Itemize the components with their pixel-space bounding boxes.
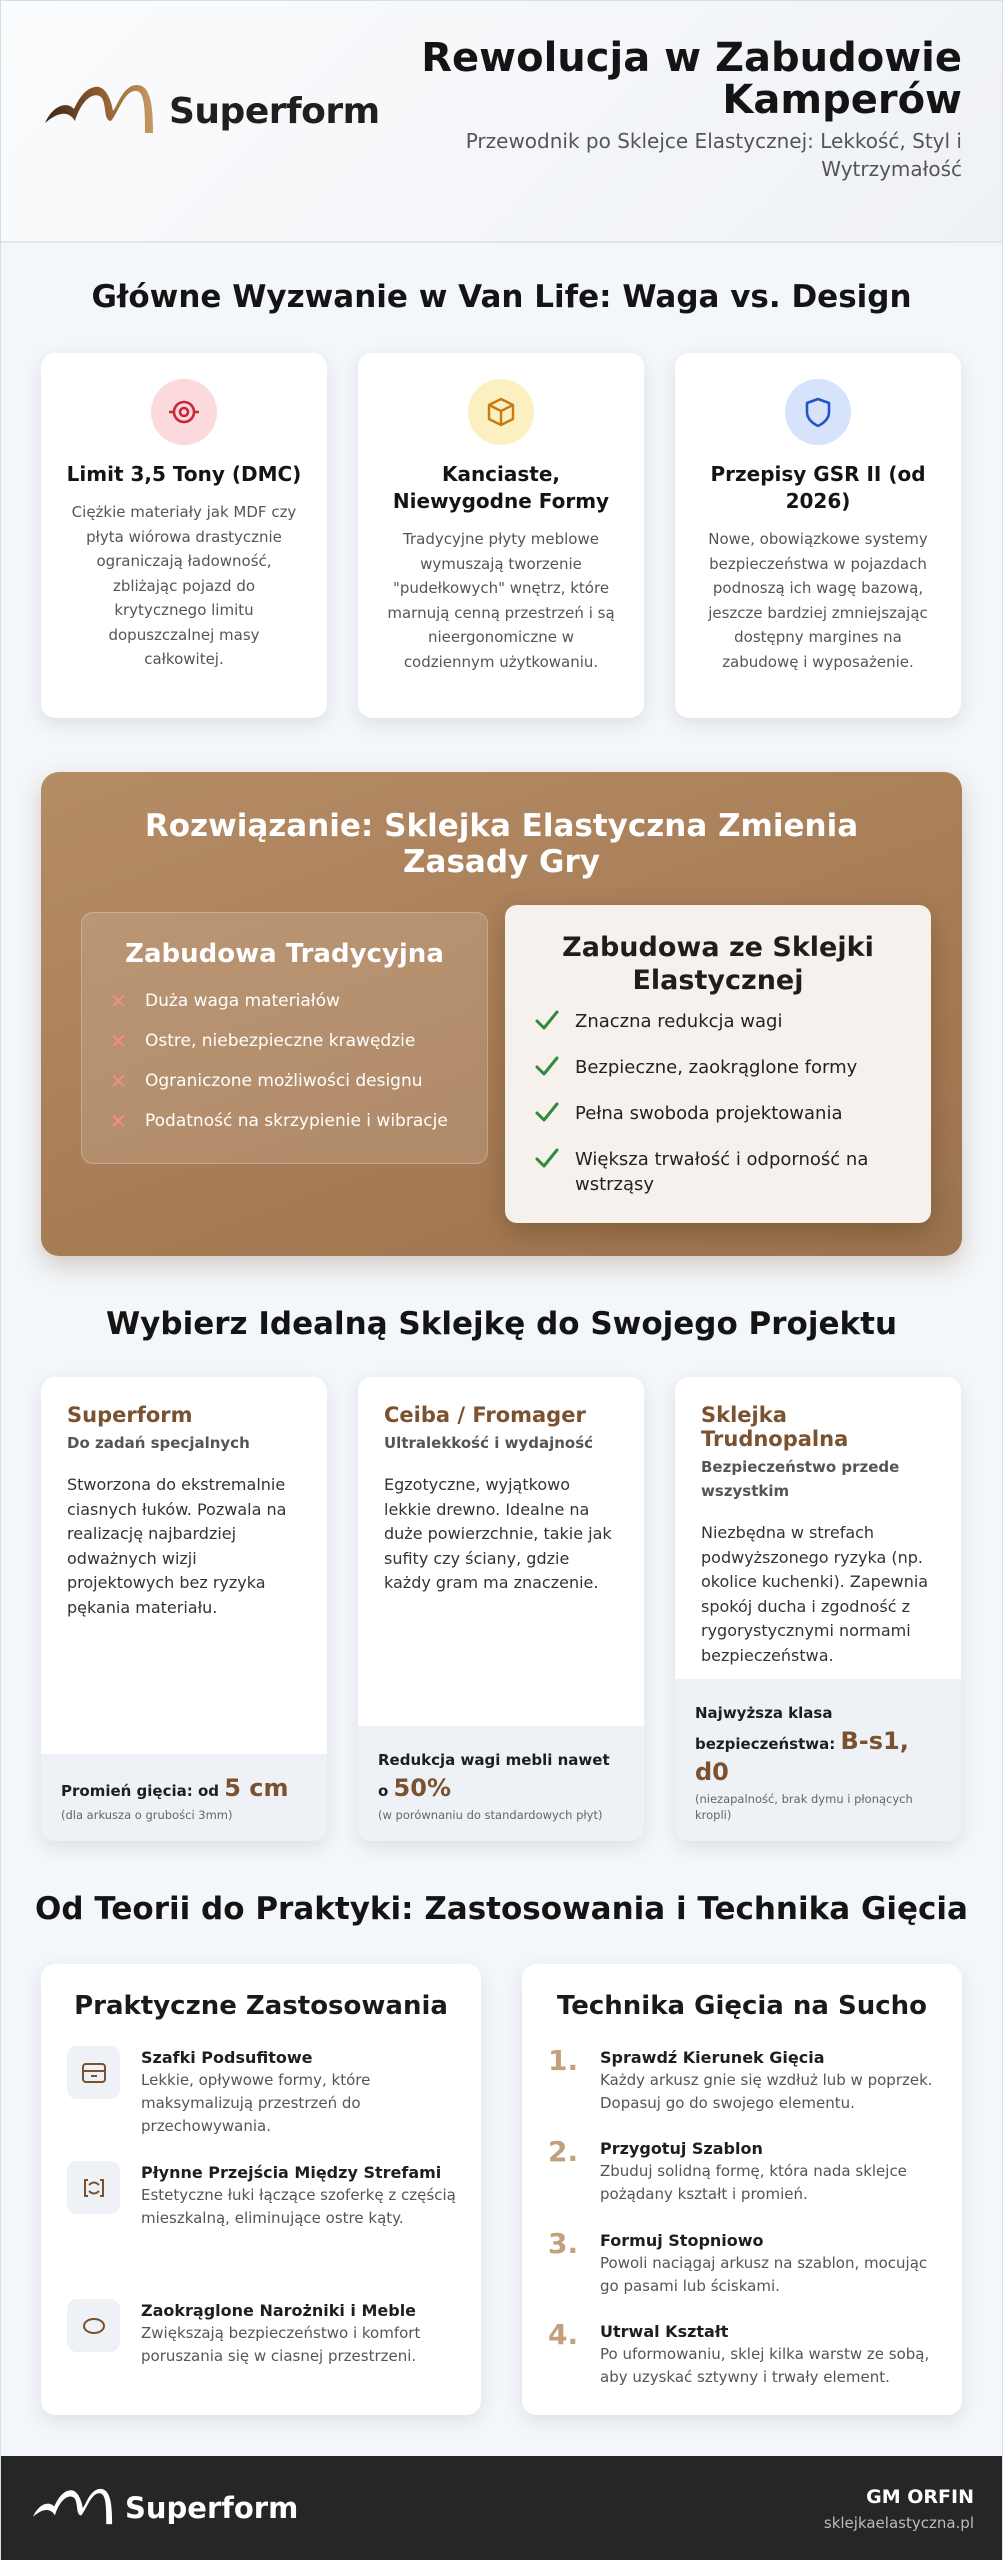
technique-step bbox=[548, 2137, 948, 2206]
stat-label: Najwyższa klasa bezpieczeństwa: bbox=[695, 1704, 836, 1753]
flexible-list bbox=[505, 1009, 931, 1197]
plywood-card bbox=[41, 1377, 327, 1841]
x-icon: ✕ bbox=[110, 1029, 127, 1053]
check-icon bbox=[535, 1009, 575, 1038]
footer bbox=[1, 2456, 1002, 2560]
step-title: Formuj Stopniowo bbox=[600, 2231, 764, 2250]
traditional-title: Zabudowa Tradycyjna bbox=[125, 939, 444, 969]
technique-title: Technika Gięcia na Sucho bbox=[556, 1991, 928, 2021]
practice-heading: Od Teorii do Praktyki: Zastosowania i Technika Gięcia bbox=[35, 1891, 968, 1927]
stat-value: 50% bbox=[393, 1774, 451, 1802]
list-item: ✕ Ostre, niebezpieczne krawędzie bbox=[110, 1029, 416, 1053]
plywood-text: Niezbędna w strefach podwyższonego ryzyka (np. okolice kuchenki). Zapewnia spokój ducha i zgodność z rygorystycznymi normami bezpieczeństwa. bbox=[701, 1523, 929, 1665]
stat-note: (dla arkusza o grubości 3mm) bbox=[61, 1808, 233, 1822]
x-icon: ✕ bbox=[110, 989, 127, 1013]
list-item: ✕ Ograniczone możliwości designu bbox=[110, 1069, 423, 1093]
application-title: Szafki Podsufitowe bbox=[141, 2048, 313, 2067]
footer-company: GM ORFIN bbox=[866, 2486, 974, 2508]
challenges-heading: Główne Wyzwanie w Van Life: Waga vs. Design bbox=[91, 279, 912, 315]
list-item: Większa trwałość i odporność na wstrząsy bbox=[505, 1147, 931, 1197]
traditional-box bbox=[81, 912, 488, 1164]
plywood-footer bbox=[675, 1679, 961, 1841]
cabinet-icon bbox=[67, 2046, 120, 2099]
header bbox=[1, 1, 1002, 243]
traditional-list bbox=[82, 981, 487, 1141]
step-text: Po uformowaniu, sklej kilka warstw ze sobą, aby uzyskać sztywny i trwały element. bbox=[600, 2345, 930, 2386]
page-title: Rewolucja w Zabudowie Kamperów bbox=[421, 35, 962, 123]
applications-title: Praktyczne Zastosowania bbox=[74, 1991, 448, 2021]
challenge-card bbox=[675, 353, 961, 718]
list-item: ✕ Duża waga materiałów bbox=[110, 989, 340, 1013]
technique-step bbox=[548, 2046, 948, 2115]
stat-value: 5 cm bbox=[224, 1774, 289, 1802]
application-item bbox=[67, 2046, 459, 2138]
x-icon: ✕ bbox=[110, 1069, 127, 1093]
flexible-box bbox=[505, 905, 931, 1223]
step-number: 1. bbox=[548, 2044, 579, 2077]
application-title: Płynne Przejścia Między Strefami bbox=[141, 2163, 442, 2182]
stat-value: B-s1, d0 bbox=[695, 1727, 909, 1786]
step-text: Każdy arkusz gnie się wzdłuż lub w poprzek. Dopasuj go do swojego elementu. bbox=[600, 2071, 933, 2112]
step-title: Sprawdź Kierunek Gięcia bbox=[600, 2048, 825, 2067]
plywood-heading: Wybierz Idealną Sklejkę do Swojego Projektu bbox=[105, 1306, 898, 1342]
transition-icon bbox=[67, 2161, 120, 2214]
application-text: Zwiększają bezpieczeństwo i komfort poruszania się w ciasnej przestrzeni. bbox=[141, 2324, 421, 2365]
plywood-subtitle: Bezpieczeństwo przede wszystkim bbox=[701, 1458, 900, 1500]
plywood-subtitle: Do zadań specjalnych bbox=[67, 1434, 250, 1452]
step-number: 4. bbox=[548, 2318, 579, 2351]
list-item: Znaczna redukcja wagi bbox=[505, 1009, 931, 1038]
plywood-title: Superform bbox=[67, 1403, 193, 1427]
challenge-card bbox=[358, 353, 644, 718]
technique-step bbox=[548, 2229, 948, 2298]
plywood-title: Ceiba / Fromager bbox=[384, 1403, 586, 1427]
challenge-text: Ciężkie materiały jak MDF czy płyta wiórowa drastycznie ograniczają ładowność, zbliżając pojazd do krytycznego limitu dopuszczalnej masy całkowitej. bbox=[71, 503, 297, 668]
check-icon bbox=[535, 1147, 575, 1176]
rounded-corner-icon bbox=[67, 2299, 120, 2352]
applications-card bbox=[41, 1964, 481, 2415]
check-icon bbox=[535, 1055, 575, 1084]
plywood-footer bbox=[41, 1754, 327, 1841]
plywood-card bbox=[358, 1377, 644, 1841]
plywood-subtitle: Ultralekkość i wydajność bbox=[384, 1434, 594, 1452]
brand-logo bbox=[41, 81, 380, 141]
challenge-text: Tradycyjne płyty meblowe wymuszają tworzenie "pudełkowych" wnętrz, które marnują cenną przestrzeń i są nieergonomiczne w codziennym użytkowaniu. bbox=[387, 530, 615, 671]
plywood-text: Stworzona do ekstremalnie ciasnych łuków. Pozwala na realizację najbardziej odważnych wizji projektowych bez ryzyka pękania materiału. bbox=[67, 1475, 287, 1617]
technique-step bbox=[548, 2320, 948, 2389]
step-title: Utrwal Kształt bbox=[600, 2322, 729, 2341]
step-title: Przygotuj Szablon bbox=[600, 2139, 763, 2158]
footer-logo bbox=[29, 2486, 298, 2530]
list-item: ✕ Podatność na skrzypienie i wibracje bbox=[110, 1109, 448, 1133]
target-icon bbox=[151, 379, 217, 445]
brand-name: Superform bbox=[169, 90, 380, 132]
solution-panel bbox=[41, 772, 962, 1256]
superform-logo-icon bbox=[41, 81, 161, 141]
step-text: Zbuduj solidną formę, która nada sklejce pożądany kształt i promień. bbox=[600, 2162, 907, 2203]
list-item: Bezpieczne, zaokrąglone formy bbox=[505, 1055, 931, 1084]
stat-label: Promień gięcia: od bbox=[61, 1782, 220, 1800]
superform-logo-icon bbox=[29, 2486, 119, 2530]
page-subtitle: Przewodnik po Sklejce Elastycznej: Lekkość, Styl i Wytrzymałość bbox=[465, 129, 962, 181]
application-title: Zaokrąglone Narożniki i Meble bbox=[141, 2301, 417, 2320]
application-item bbox=[67, 2161, 459, 2230]
stat-note: (niezapalność, brak dymu i płonących kropli) bbox=[695, 1792, 913, 1822]
challenge-title: Limit 3,5 Tony (DMC) bbox=[66, 462, 302, 486]
cube-icon bbox=[468, 379, 534, 445]
challenge-title: Przepisy GSR II (od 2026) bbox=[710, 462, 926, 513]
plywood-text: Egzotyczne, wyjątkowo lekkie drewno. Idealne na duże powierzchnie, takie jak sufity czy ściany, gdzie każdy gram ma znaczenie. bbox=[384, 1475, 612, 1592]
step-number: 2. bbox=[548, 2135, 579, 2168]
technique-card bbox=[522, 1964, 962, 2415]
challenge-text: Nowe, obowiązkowe systemy bezpieczeństwa w pojazdach podnoszą ich wagę bazową, jeszcze bardziej zmniejszając dostępny margines na zabudowę i wyposażenie. bbox=[708, 530, 928, 671]
list-item: Pełna swoboda projektowania bbox=[505, 1101, 931, 1130]
shield-icon bbox=[785, 379, 851, 445]
plywood-card bbox=[675, 1377, 961, 1841]
challenge-card bbox=[41, 353, 327, 718]
footer-url[interactable]: sklejkaelastyczna.pl bbox=[823, 2514, 974, 2532]
step-number: 3. bbox=[548, 2227, 579, 2260]
step-text: Powoli naciągaj arkusz na szablon, mocując go pasami lub ściskami. bbox=[600, 2254, 928, 2295]
stat-label: Redukcja wagi mebli nawet o bbox=[378, 1751, 610, 1800]
stat-note: (w porównaniu do standardowych płyt) bbox=[378, 1808, 603, 1822]
challenge-title: Kanciaste, Niewygodne Formy bbox=[392, 462, 610, 513]
flexible-title: Zabudowa ze Sklejki Elastycznej bbox=[562, 932, 874, 996]
plywood-title: Sklejka Trudnopalna bbox=[701, 1403, 849, 1451]
application-item bbox=[67, 2299, 459, 2368]
x-icon: ✕ bbox=[110, 1109, 127, 1133]
application-text: Estetyczne łuki łączące szoferkę z częścią mieszkalną, eliminujące ostre kąty. bbox=[141, 2186, 456, 2227]
application-text: Lekkie, opływowe formy, które maksymalizują przestrzeń do przechowywania. bbox=[141, 2071, 371, 2135]
solution-heading: Rozwiązanie: Sklejka Elastyczna Zmienia Zasady Gry bbox=[144, 808, 859, 880]
footer-brand: Superform bbox=[125, 2491, 299, 2525]
check-icon bbox=[535, 1101, 575, 1130]
plywood-footer bbox=[358, 1726, 644, 1841]
